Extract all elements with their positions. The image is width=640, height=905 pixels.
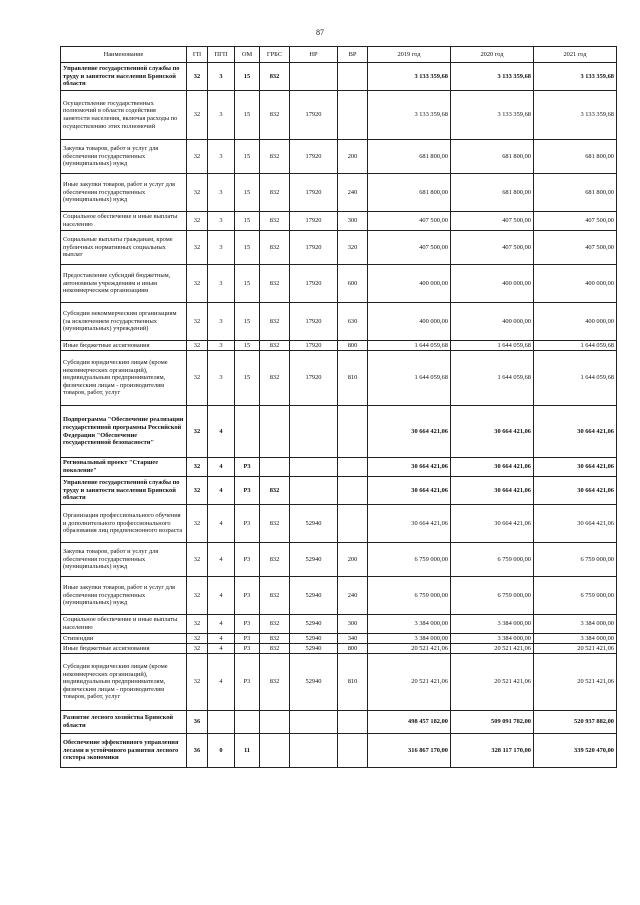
cell-om: Р3 <box>235 615 260 634</box>
cell-pgp: 4 <box>208 505 235 543</box>
cell-y2021: 30 664 421,06 <box>534 477 617 505</box>
cell-y2020: 407 500,00 <box>451 212 534 231</box>
table-row <box>61 711 617 734</box>
cell-y2021: 339 520 470,00 <box>534 734 617 768</box>
cell-pgp: 4 <box>208 615 235 634</box>
cell-y2019: 1 644 059,68 <box>368 341 451 351</box>
cell-grbs <box>260 711 290 734</box>
cell-om: Р3 <box>235 505 260 543</box>
cell-pgp: 3 <box>208 351 235 406</box>
cell-name: Закупка товаров, работ и услуг для обеспечения государственных (муниципальных) нужд <box>61 543 187 577</box>
cell-y2019: 1 644 059,68 <box>368 351 451 406</box>
table-row <box>61 63 617 91</box>
cell-nr: 17920 <box>290 265 338 303</box>
cell-name: Управление государственной службы по труду и занятости населения Брянской области <box>61 63 187 91</box>
col-header-nr: НР <box>290 47 338 63</box>
cell-name: Закупка товаров, работ и услуг для обеспечения государственных (муниципальных) нужд <box>61 140 187 174</box>
col-header-name: Наименование <box>61 47 187 63</box>
cell-grbs: 832 <box>260 303 290 341</box>
cell-y2020: 1 644 059,68 <box>451 351 534 406</box>
table-row <box>61 644 617 654</box>
cell-vr: 800 <box>338 644 368 654</box>
cell-om: Р3 <box>235 634 260 644</box>
table-row <box>61 303 617 341</box>
cell-vr: 300 <box>338 615 368 634</box>
table-row <box>61 543 617 577</box>
cell-nr <box>290 734 338 768</box>
table-row <box>61 140 617 174</box>
cell-name: Субсидии юридическим лицам (кроме некоммерческих организаций), индивидуальным предпринимателям, физическим лицам - производителям товаров, работ, услуг <box>61 654 187 711</box>
cell-pgp: 3 <box>208 174 235 212</box>
cell-vr: 200 <box>338 140 368 174</box>
cell-y2021: 20 521 421,06 <box>534 654 617 711</box>
cell-vr <box>338 711 368 734</box>
cell-y2019: 3 384 000,00 <box>368 634 451 644</box>
cell-y2020: 30 664 421,06 <box>451 406 534 458</box>
cell-nr: 52940 <box>290 634 338 644</box>
cell-nr: 17920 <box>290 212 338 231</box>
cell-y2021: 6 759 000,00 <box>534 577 617 615</box>
cell-nr: 52940 <box>290 654 338 711</box>
cell-y2020: 3 384 000,00 <box>451 634 534 644</box>
cell-pgp: 4 <box>208 577 235 615</box>
cell-gp: 32 <box>187 654 208 711</box>
cell-y2021: 30 664 421,06 <box>534 406 617 458</box>
cell-vr: 240 <box>338 174 368 212</box>
cell-name: Субсидии юридическим лицам (кроме некоммерческих организаций), индивидуальным предпринимателям, физическим лицам - производителям товаров, работ, услуг <box>61 351 187 406</box>
table-row <box>61 406 617 458</box>
cell-vr: 630 <box>338 303 368 341</box>
cell-grbs: 832 <box>260 543 290 577</box>
table-row <box>61 212 617 231</box>
cell-nr: 17920 <box>290 303 338 341</box>
cell-y2019: 498 457 182,00 <box>368 711 451 734</box>
cell-y2021: 400 000,00 <box>534 265 617 303</box>
cell-name: Обеспечение эффективного управления лесами и устойчивого развития лесного сектора экономики <box>61 734 187 768</box>
table-row <box>61 505 617 543</box>
cell-y2021: 3 384 000,00 <box>534 634 617 644</box>
cell-y2020: 3 133 359,68 <box>451 63 534 91</box>
cell-gp: 32 <box>187 458 208 477</box>
cell-pgp: 4 <box>208 543 235 577</box>
table-row <box>61 91 617 140</box>
cell-gp: 32 <box>187 91 208 140</box>
col-header-2020: 2020 год <box>451 47 534 63</box>
cell-pgp: 4 <box>208 654 235 711</box>
cell-y2019: 400 000,00 <box>368 303 451 341</box>
table-header-row <box>61 47 617 63</box>
col-header-pgp: ПГП <box>208 47 235 63</box>
cell-gp: 32 <box>187 543 208 577</box>
cell-vr: 800 <box>338 341 368 351</box>
cell-y2021: 1 644 059,68 <box>534 351 617 406</box>
cell-nr <box>290 63 338 91</box>
cell-y2019: 20 521 421,06 <box>368 654 451 711</box>
cell-gp: 36 <box>187 711 208 734</box>
cell-nr: 52940 <box>290 505 338 543</box>
cell-om: 15 <box>235 351 260 406</box>
cell-y2021: 30 664 421,06 <box>534 458 617 477</box>
cell-name: Управление государственной службы по труду и занятости населения Брянской области <box>61 477 187 505</box>
cell-nr: 17920 <box>290 351 338 406</box>
cell-y2021: 407 500,00 <box>534 231 617 265</box>
cell-grbs: 832 <box>260 644 290 654</box>
cell-nr: 17920 <box>290 231 338 265</box>
cell-om <box>235 406 260 458</box>
cell-pgp <box>208 711 235 734</box>
cell-y2019: 3 133 359,68 <box>368 91 451 140</box>
table-row <box>61 734 617 768</box>
cell-y2021: 3 133 359,68 <box>534 63 617 91</box>
cell-pgp: 3 <box>208 63 235 91</box>
cell-nr <box>290 458 338 477</box>
table-row <box>61 654 617 711</box>
cell-pgp: 4 <box>208 644 235 654</box>
cell-grbs: 832 <box>260 654 290 711</box>
cell-gp: 32 <box>187 231 208 265</box>
cell-grbs: 832 <box>260 265 290 303</box>
cell-grbs: 832 <box>260 140 290 174</box>
cell-om: 15 <box>235 63 260 91</box>
cell-vr: 600 <box>338 265 368 303</box>
cell-name: Социальные выплаты гражданам, кроме публичных нормативных социальных выплат <box>61 231 187 265</box>
cell-gp: 32 <box>187 303 208 341</box>
cell-gp: 32 <box>187 577 208 615</box>
cell-name: Иные закупки товаров, работ и услуг для обеспечения государственных (муниципальных) нужд <box>61 174 187 212</box>
cell-vr <box>338 63 368 91</box>
cell-gp: 32 <box>187 63 208 91</box>
cell-y2019: 30 664 421,06 <box>368 458 451 477</box>
cell-y2020: 400 000,00 <box>451 265 534 303</box>
cell-grbs: 832 <box>260 231 290 265</box>
cell-y2021: 407 500,00 <box>534 212 617 231</box>
cell-om: Р3 <box>235 543 260 577</box>
cell-nr: 52940 <box>290 615 338 634</box>
cell-name: Осуществление государственных полномочий в области содействия занятости населения, включая расходы по осуществлению этих полномочий <box>61 91 187 140</box>
cell-y2020: 6 759 000,00 <box>451 543 534 577</box>
cell-grbs: 832 <box>260 91 290 140</box>
cell-y2019: 30 664 421,06 <box>368 505 451 543</box>
cell-y2020: 681 800,00 <box>451 174 534 212</box>
cell-y2019: 20 521 421,06 <box>368 644 451 654</box>
col-header-grbs: ГРБС <box>260 47 290 63</box>
cell-om: 11 <box>235 734 260 768</box>
cell-nr: 52940 <box>290 543 338 577</box>
cell-y2021: 1 644 059,68 <box>534 341 617 351</box>
cell-grbs: 832 <box>260 341 290 351</box>
cell-y2020: 400 000,00 <box>451 303 534 341</box>
cell-y2020: 509 091 782,00 <box>451 711 534 734</box>
cell-pgp: 0 <box>208 734 235 768</box>
cell-nr: 17920 <box>290 140 338 174</box>
cell-name: Иные закупки товаров, работ и услуг для обеспечения государственных (муниципальных) нужд <box>61 577 187 615</box>
cell-pgp: 3 <box>208 91 235 140</box>
cell-vr <box>338 458 368 477</box>
cell-grbs: 832 <box>260 174 290 212</box>
cell-pgp: 4 <box>208 406 235 458</box>
cell-gp: 32 <box>187 140 208 174</box>
cell-y2019: 681 800,00 <box>368 140 451 174</box>
cell-grbs: 832 <box>260 505 290 543</box>
cell-pgp: 4 <box>208 458 235 477</box>
cell-gp: 32 <box>187 174 208 212</box>
cell-om: 15 <box>235 341 260 351</box>
cell-om: 15 <box>235 303 260 341</box>
cell-y2021: 400 000,00 <box>534 303 617 341</box>
cell-nr <box>290 711 338 734</box>
cell-grbs: 832 <box>260 351 290 406</box>
cell-vr <box>338 91 368 140</box>
cell-y2020: 20 521 421,06 <box>451 654 534 711</box>
cell-y2019: 407 500,00 <box>368 231 451 265</box>
cell-y2019: 6 759 000,00 <box>368 543 451 577</box>
cell-name: Подпрограмма "Обеспечение реализации государственной программы Российской Федерации "Обеспечение государственной безопасности" <box>61 406 187 458</box>
cell-grbs: 832 <box>260 63 290 91</box>
cell-y2021: 3 384 000,00 <box>534 615 617 634</box>
page-number: 87 <box>316 28 324 37</box>
table-row <box>61 341 617 351</box>
cell-y2021: 20 521 421,06 <box>534 644 617 654</box>
cell-grbs: 832 <box>260 212 290 231</box>
cell-gp: 32 <box>187 341 208 351</box>
cell-gp: 32 <box>187 351 208 406</box>
cell-name: Иные бюджетные ассигнования <box>61 341 187 351</box>
cell-grbs: 832 <box>260 477 290 505</box>
cell-om: 15 <box>235 140 260 174</box>
cell-name: Социальное обеспечение и иные выплаты населению <box>61 615 187 634</box>
cell-gp: 32 <box>187 644 208 654</box>
cell-y2021: 6 759 000,00 <box>534 543 617 577</box>
cell-y2020: 681 800,00 <box>451 140 534 174</box>
table-row <box>61 458 617 477</box>
cell-vr: 240 <box>338 577 368 615</box>
cell-gp: 32 <box>187 265 208 303</box>
cell-gp: 32 <box>187 477 208 505</box>
cell-y2021: 3 133 359,68 <box>534 91 617 140</box>
table-row <box>61 351 617 406</box>
cell-y2020: 30 664 421,06 <box>451 477 534 505</box>
cell-y2020: 407 500,00 <box>451 231 534 265</box>
cell-y2019: 6 759 000,00 <box>368 577 451 615</box>
cell-y2019: 400 000,00 <box>368 265 451 303</box>
cell-om: 15 <box>235 212 260 231</box>
cell-om: Р3 <box>235 644 260 654</box>
table-row <box>61 615 617 634</box>
col-header-2021: 2021 год <box>534 47 617 63</box>
cell-vr <box>338 505 368 543</box>
cell-om: Р3 <box>235 458 260 477</box>
cell-gp: 36 <box>187 734 208 768</box>
cell-om: Р3 <box>235 654 260 711</box>
cell-grbs: 832 <box>260 577 290 615</box>
cell-y2020: 20 521 421,06 <box>451 644 534 654</box>
cell-y2020: 3 133 359,68 <box>451 91 534 140</box>
cell-vr <box>338 406 368 458</box>
cell-vr: 320 <box>338 231 368 265</box>
cell-nr: 17920 <box>290 174 338 212</box>
cell-vr: 810 <box>338 351 368 406</box>
cell-y2019: 30 664 421,06 <box>368 406 451 458</box>
cell-gp: 32 <box>187 406 208 458</box>
table-row <box>61 577 617 615</box>
budget-table <box>60 46 617 768</box>
cell-om: Р3 <box>235 477 260 505</box>
cell-name: Развитие лесного хозяйства Брянской области <box>61 711 187 734</box>
cell-grbs: 832 <box>260 634 290 644</box>
cell-nr <box>290 477 338 505</box>
cell-name: Социальное обеспечение и иные выплаты населению <box>61 212 187 231</box>
cell-name: Иные бюджетные ассигнования <box>61 644 187 654</box>
cell-y2020: 30 664 421,06 <box>451 458 534 477</box>
cell-y2020: 30 664 421,06 <box>451 505 534 543</box>
cell-name: Стипендии <box>61 634 187 644</box>
cell-y2020: 6 759 000,00 <box>451 577 534 615</box>
cell-om: 15 <box>235 265 260 303</box>
cell-grbs <box>260 458 290 477</box>
cell-pgp: 3 <box>208 265 235 303</box>
col-header-om: ОМ <box>235 47 260 63</box>
cell-name: Организация профессионального обучения и дополнительного профессионального образования лиц предпенсионного возраста <box>61 505 187 543</box>
col-header-gp: ГП <box>187 47 208 63</box>
cell-gp: 32 <box>187 212 208 231</box>
col-header-vr: ВР <box>338 47 368 63</box>
cell-om: 15 <box>235 231 260 265</box>
cell-nr <box>290 406 338 458</box>
cell-y2019: 316 867 170,00 <box>368 734 451 768</box>
table-row <box>61 231 617 265</box>
cell-gp: 32 <box>187 505 208 543</box>
cell-pgp: 3 <box>208 140 235 174</box>
cell-pgp: 3 <box>208 341 235 351</box>
cell-y2020: 3 384 000,00 <box>451 615 534 634</box>
cell-nr: 52940 <box>290 644 338 654</box>
cell-y2021: 30 664 421,06 <box>534 505 617 543</box>
cell-vr: 340 <box>338 634 368 644</box>
cell-vr <box>338 734 368 768</box>
table-row <box>61 634 617 644</box>
cell-vr <box>338 477 368 505</box>
cell-y2021: 520 937 882,00 <box>534 711 617 734</box>
cell-name: Субсидии некоммерческим организациям (за исключением государственных (муниципальных) учреждений) <box>61 303 187 341</box>
cell-y2020: 328 117 170,00 <box>451 734 534 768</box>
cell-gp: 32 <box>187 615 208 634</box>
cell-pgp: 4 <box>208 634 235 644</box>
cell-y2019: 30 664 421,06 <box>368 477 451 505</box>
cell-om <box>235 711 260 734</box>
cell-om: 15 <box>235 174 260 212</box>
cell-vr: 200 <box>338 543 368 577</box>
table-row <box>61 477 617 505</box>
cell-y2019: 3 133 359,68 <box>368 63 451 91</box>
cell-nr: 17920 <box>290 91 338 140</box>
cell-pgp: 3 <box>208 231 235 265</box>
cell-om: Р3 <box>235 577 260 615</box>
cell-y2021: 681 800,00 <box>534 174 617 212</box>
cell-vr: 300 <box>338 212 368 231</box>
cell-grbs <box>260 406 290 458</box>
cell-y2019: 3 384 000,00 <box>368 615 451 634</box>
cell-pgp: 3 <box>208 212 235 231</box>
cell-gp: 32 <box>187 634 208 644</box>
cell-y2020: 1 644 059,68 <box>451 341 534 351</box>
cell-nr: 52940 <box>290 577 338 615</box>
table-row <box>61 265 617 303</box>
cell-name: Предоставление субсидий бюджетным, автономным учреждениям и иным некоммерческим организациям <box>61 265 187 303</box>
cell-grbs: 832 <box>260 615 290 634</box>
table-row <box>61 174 617 212</box>
cell-y2019: 681 800,00 <box>368 174 451 212</box>
cell-grbs <box>260 734 290 768</box>
cell-y2019: 407 500,00 <box>368 212 451 231</box>
cell-pgp: 4 <box>208 477 235 505</box>
cell-nr: 17920 <box>290 341 338 351</box>
col-header-2019: 2019 год <box>368 47 451 63</box>
cell-om: 15 <box>235 91 260 140</box>
cell-y2021: 681 800,00 <box>534 140 617 174</box>
cell-pgp: 3 <box>208 303 235 341</box>
cell-name: Региональный проект "Старшее поколение" <box>61 458 187 477</box>
cell-vr: 810 <box>338 654 368 711</box>
